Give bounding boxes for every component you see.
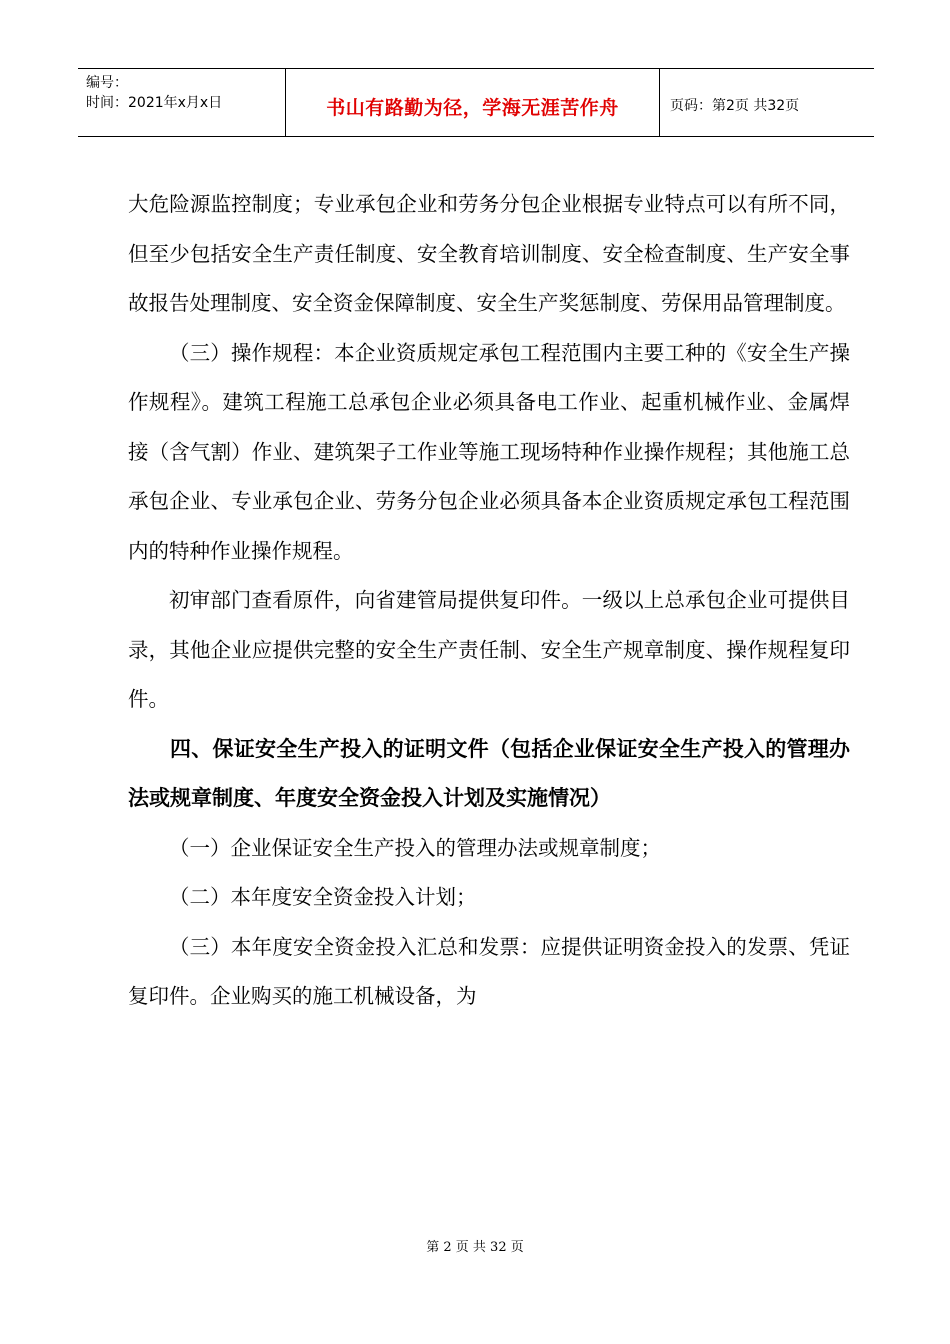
header-divider — [659, 69, 660, 136]
paragraph: （二）本年度安全资金投入计划； — [169, 885, 477, 909]
doc-date-label: 时间：2021年x月x日 — [86, 95, 223, 111]
page-header — [78, 68, 874, 137]
doc-number-label: 编号： — [86, 75, 128, 91]
header-page-number: 页码：第2页 共32页 — [670, 98, 800, 114]
paragraph: 初审部门查看原件，向省建管局提供复印件。一级以上总承包企业可提供目录，其他企业应提供完整的安全生产责任制、安全生产规章制度、操作规程复印件。 — [128, 588, 850, 711]
header-meta — [86, 73, 222, 113]
paragraph: （三）本年度安全资金投入汇总和发票：应提供证明资金投入的发票、凭证复印件。企业购买的施工机械设备，为 — [128, 934, 850, 1008]
section-heading: 四、保证安全生产投入的证明文件（包括企业保证安全生产投入的管理办法或规章制度、年度安全资金投入计划及实施情况） — [128, 736, 850, 810]
paragraph: （三）操作规程：本企业资质规定承包工程范围内主要工种的《安全生产操作规程》。建筑工程施工总承包企业必须具备电工作业、起重机械作业、金属焊接（含气割）作业、建筑架子工作业等施工现场特种作业操作规程；其他施工总承包企业、专业承包企业、劳务分包企业必须具备本企业资质规定承包工程范围内的特种作业操作规程。 — [128, 340, 850, 563]
header-motto: 书山有路勤为径，学海无涯苦作舟 — [326, 97, 619, 119]
document-body — [128, 180, 850, 1022]
paragraph: 大危险源监控制度；专业承包企业和劳务分包企业根据专业特点可以有所不同，但至少包括安全生产责任制度、安全教育培训制度、安全检查制度、生产安全事故报告处理制度、安全资金保障制度、安全生产奖惩制度、劳保用品管理制度。 — [128, 192, 850, 315]
paragraph: （一）企业保证安全生产投入的管理办法或规章制度； — [169, 835, 661, 860]
page-footer: 第 2 页 共 32 页 — [426, 1240, 524, 1255]
